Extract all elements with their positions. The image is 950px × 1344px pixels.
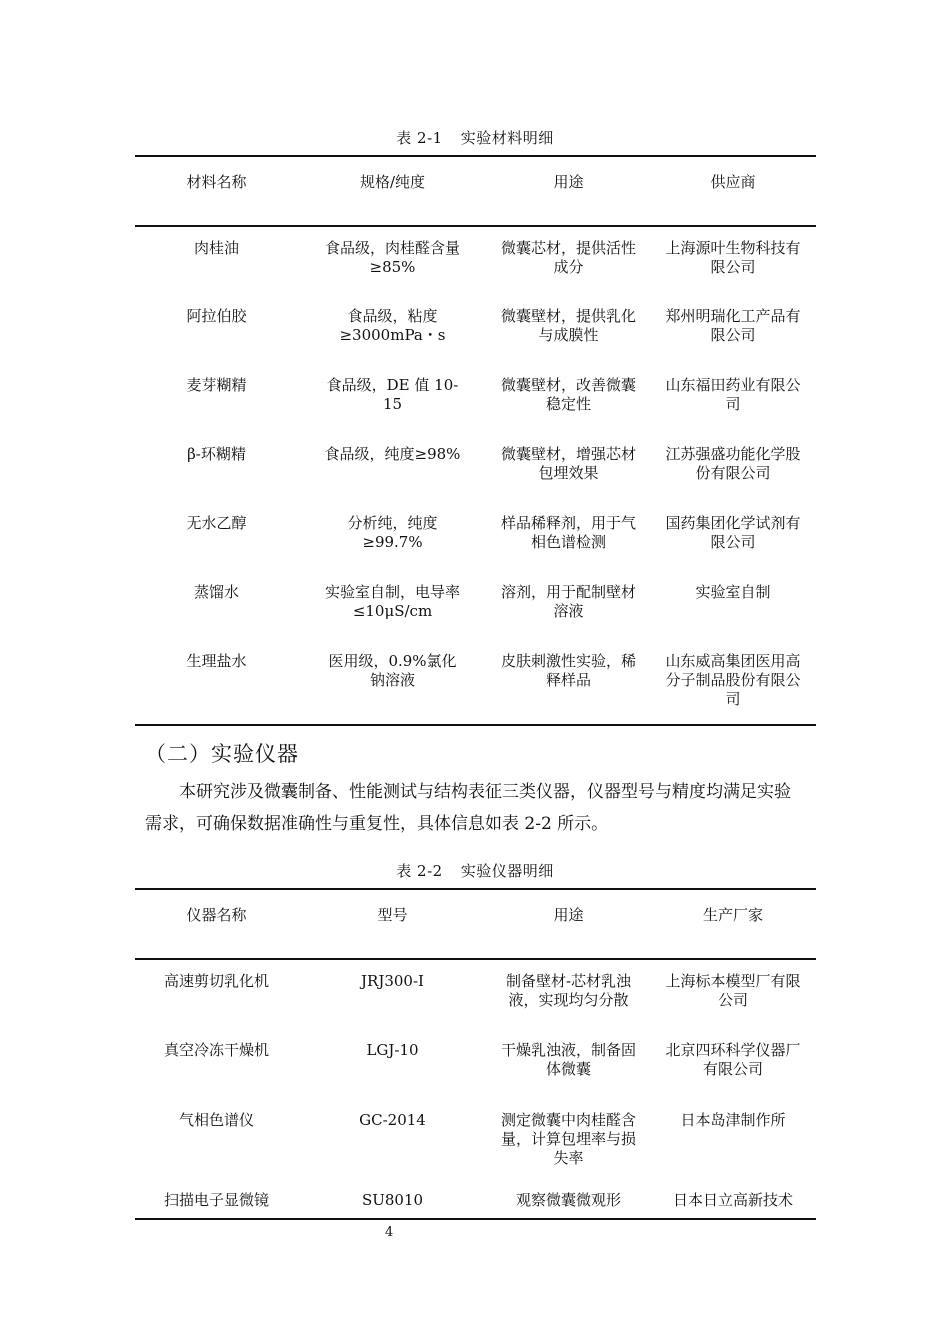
table-cell: 北京四环科学仪器厂有限公司 [665,1041,801,1078]
table1-caption-number: 表 2-1 [396,129,443,147]
table-cell: 江苏强盛功能化学股份有限公司 [665,445,801,482]
table-row [135,1029,816,1099]
header-supplier: 供应商 [710,173,756,191]
table-cell: LGJ-10 [366,1041,419,1059]
table-cell: 郑州明瑞化工产品有限公司 [665,307,801,344]
table-cell: 高速剪切乳化机 [163,972,269,990]
table-cell: 皮肤刺激性实验，稀释样品 [500,652,636,689]
table2-caption [0,860,950,881]
table-cell: 扫描电子显微镜 [163,1191,269,1209]
header-material-name: 材料名称 [186,173,247,191]
materials-table [135,155,816,726]
section-paragraph: 本研究涉及微囊制备、性能测试与结构表征三类仪器，仪器型号与精度均满足实验需求，可确保数据准确性与重复性，具体信息如表 2-2 所示。 [145,782,791,834]
table-cell: 食品级，肉桂醛含量≥85% [324,239,460,276]
table-cell: 测定微囊中肉桂醛含量，计算包埋率与损失率 [500,1111,636,1167]
table-row [135,295,816,364]
table-cell: 样品稀释剂，用于气相色谱检测 [500,514,636,551]
header-manufacturer: 生产厂家 [702,906,763,924]
table-cell: 实验室自制，电导率≤10μS/cm [324,583,460,620]
table-cell: 日本日立高新技术 [672,1191,793,1209]
page-number: 4 [385,1225,394,1240]
table-row [135,571,816,640]
table-cell: 微囊芯材，提供活性成分 [500,239,636,276]
table-cell: 实验室自制 [695,583,771,601]
table-cell: 观察微囊微观形 [515,1191,621,1209]
table2-caption-title: 实验仪器明细 [460,862,554,880]
table-cell: 食品级，DE 值 10-15 [326,376,459,413]
table1-caption-title: 实验材料明细 [460,129,554,147]
table-cell: 真空冷冻干燥机 [163,1041,269,1059]
table-cell: 医用级，0.9%氯化钠溶液 [328,652,457,689]
table-cell: β-环糊精 [187,445,246,463]
table-header-row [135,156,816,226]
table-cell: 气相色谱仪 [178,1111,254,1129]
table-cell: 上海源叶生物科技有限公司 [665,239,801,276]
table-cell: 食品级，粘度≥3000mPa・s [339,307,446,344]
table-cell: 分析纯，纯度≥99.7% [347,514,438,551]
table-cell: GC-2014 [359,1111,426,1129]
table-cell: 麦芽糊精 [186,376,247,394]
table-row [135,640,816,725]
section-heading: （二）实验仪器 [145,742,299,766]
table-cell: 日本岛津制作所 [680,1111,786,1129]
table-cell: 山东威高集团医用高分子制品股份有限公司 [665,652,801,708]
table-row [135,959,816,1029]
table-cell: 溶剂，用于配制壁材溶液 [500,583,636,620]
table-cell: 生理盐水 [186,652,247,670]
table-cell: 干燥乳浊液，制备固体微囊 [500,1041,636,1078]
table-header-row [135,889,816,959]
header-model: 型号 [377,906,408,924]
table-row [135,364,816,433]
header-instrument-name: 仪器名称 [186,906,247,924]
instruments-table [135,888,816,1220]
header-purpose: 用途 [553,173,584,191]
table-cell: 微囊壁材，改善微囊稳定性 [500,376,636,413]
table-cell: 阿拉伯胶 [186,307,247,325]
header-specification: 规格/纯度 [359,173,426,191]
table1-caption [0,127,950,148]
header-purpose: 用途 [553,906,584,924]
table-cell: 山东福田药业有限公司 [665,376,801,413]
table-cell: 制备壁材-芯材乳浊液，实现均匀分散 [505,972,632,1009]
table-cell: SU8010 [361,1191,424,1209]
table-cell: 蒸馏水 [193,583,239,601]
table2-caption-number: 表 2-2 [396,862,443,880]
table-cell: 上海标本模型厂有限公司 [665,972,801,1009]
table-row [135,1099,816,1179]
table-row [135,1179,816,1219]
table-row [135,502,816,571]
table-cell: 微囊壁材，增强芯材包埋效果 [500,445,636,482]
table-row [135,433,816,502]
table-cell: 无水乙醇 [186,514,247,532]
table-row [135,226,816,295]
table-cell: 国药集团化学试剂有限公司 [665,514,801,551]
table-cell: JRJ300-I [361,972,424,990]
table-cell: 肉桂油 [193,239,239,257]
table-cell: 食品级，纯度≥98% [324,445,461,463]
table-cell: 微囊壁材，提供乳化与成膜性 [500,307,636,344]
